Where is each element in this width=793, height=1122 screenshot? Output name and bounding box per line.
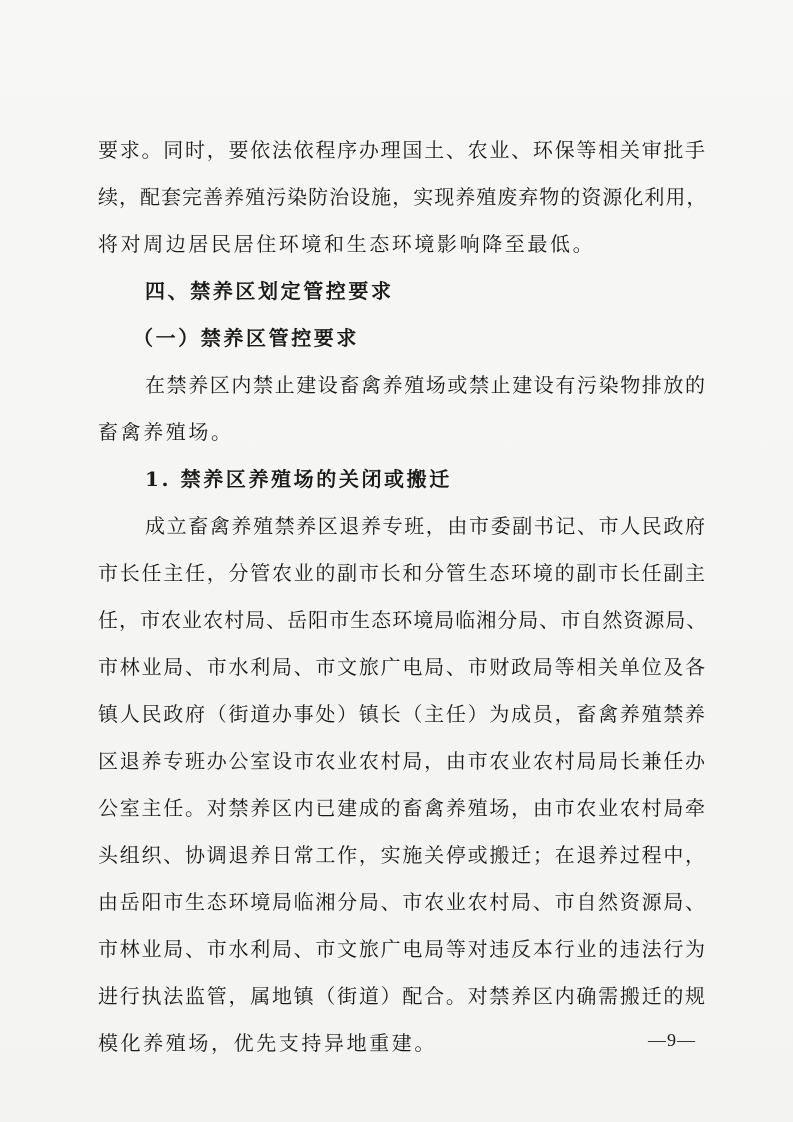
paragraph-line: 公室主任。对禁养区内已建成的畜禽养殖场，由市农业农村局牵 xyxy=(98,796,707,820)
paragraph-line: 要求。同时，要依法依程序办理国土、农业、环保等相关审批手 xyxy=(98,138,707,162)
paragraph-line: 镇人民政府（街道办事处）镇长（主任）为成员，畜禽养殖禁养 xyxy=(98,702,707,726)
section-heading: 四、禁养区划定管控要求 xyxy=(145,279,394,303)
paragraph-line: 在禁养区内禁止建设畜禽养殖场或禁止建设有污染物排放的 xyxy=(145,373,707,397)
paragraph-line: 将对周边居民居住环境和生态环境影响降至最低。 xyxy=(98,232,596,256)
paragraph-line: 模化养殖场，优先支持异地重建。 xyxy=(98,1031,437,1055)
subsection-heading: （一）禁养区管控要求 xyxy=(133,326,359,350)
paragraph-line: 头组织、协调退养日常工作，实施关停或搬迁；在退养过程中， xyxy=(98,843,707,867)
paragraph-line: 畜禽养殖场。 xyxy=(98,420,234,444)
paragraph-line: 由岳阳市生态环境局临湘分局、市农业农村局、市自然资源局、 xyxy=(98,890,707,914)
page-number: —9— xyxy=(648,1030,696,1050)
paragraph-line: 市林业局、市水利局、市文旅广电局等对违反本行业的违法行为 xyxy=(98,937,707,961)
paragraph-line: 市林业局、市水利局、市文旅广电局、市财政局等相关单位及各 xyxy=(98,655,707,679)
paragraph-line: 进行执法监管，属地镇（街道）配合。对禁养区内确需搬迁的规 xyxy=(98,984,707,1008)
paragraph-line: 任，市农业农村局、岳阳市生态环境局临湘分局、市自然资源局、 xyxy=(98,608,708,632)
paragraph-line: 续，配套完善养殖污染防治设施，实现养殖废弃物的资源化利用， xyxy=(98,185,708,209)
paragraph-line: 成立畜禽养殖禁养区退养专班，由市委副书记、市人民政府 xyxy=(145,514,707,538)
paragraph-line: 区退养专班办公室设市农业农村局，由市农业农村局局长兼任办 xyxy=(98,749,707,773)
paragraph-line: 市长任主任，分管农业的副市长和分管生态环境的副市长任副主 xyxy=(98,561,707,585)
item-heading: 1. 禁养区养殖场的关闭或搬迁 xyxy=(145,467,452,491)
